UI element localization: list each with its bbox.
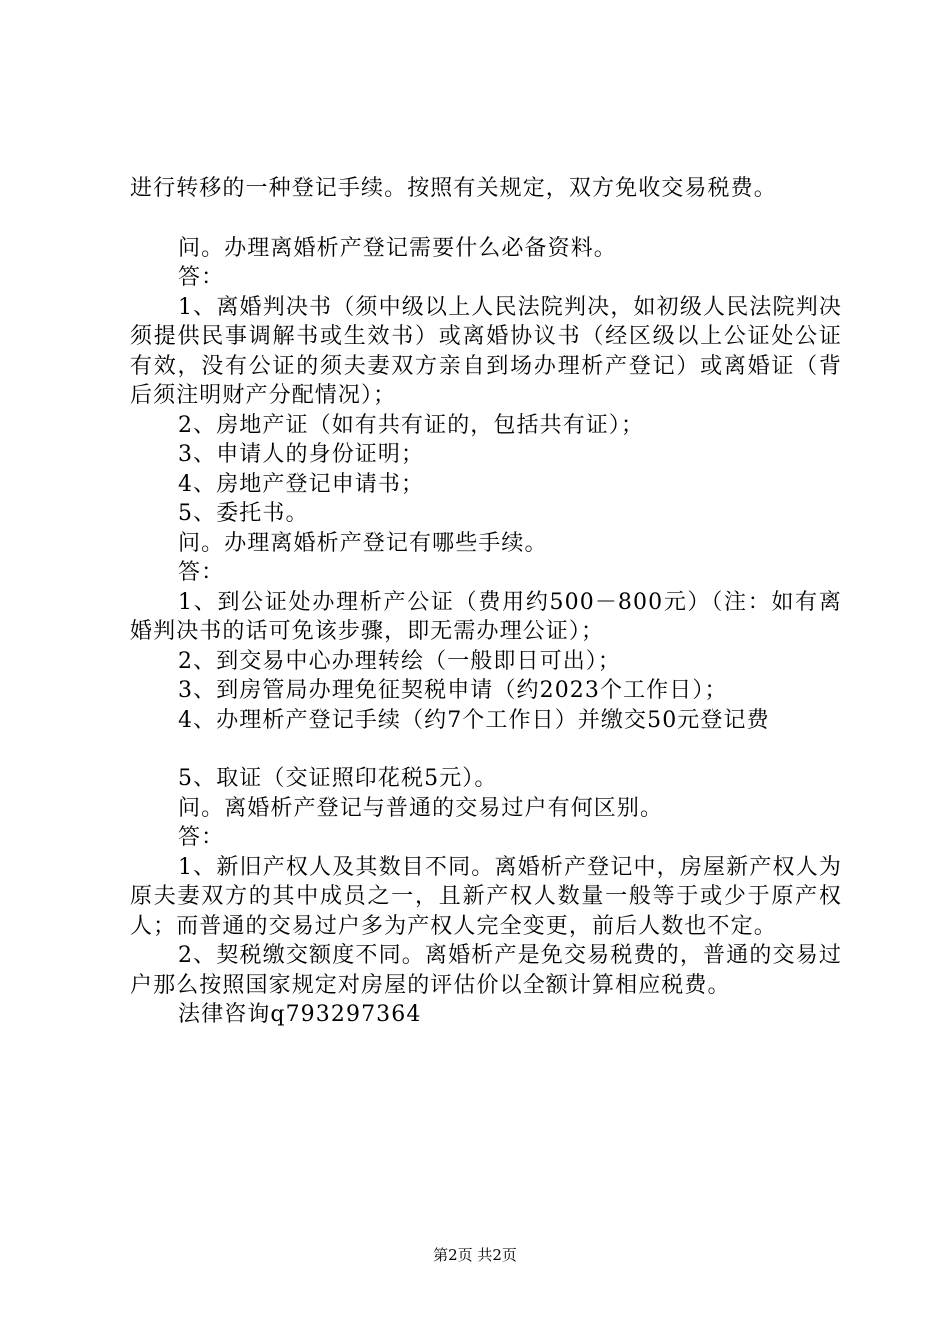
legal-consult-contact: 法律咨询q793297364 [178, 1002, 422, 1027]
answer-2-item-2: 2、到交易中心办理转绘（一般即日可出）； [178, 648, 621, 674]
answer-label-3: 答： [178, 825, 225, 850]
answer-2-item-4: 4、办理析产登记手续（约7个工作日）并缴交50元登记费 [178, 707, 770, 733]
paragraph-gap [130, 204, 842, 234]
answer-label-1: 答： [178, 265, 225, 290]
page-footer: 第2页 共2页 [433, 1246, 517, 1264]
answer-3-item-1: 1、新旧产权人及其数目不同。离婚析产登记中，房屋新产权人为原夫妻双方的其中成员之一，且新产权人数量一般等于或少于原产权人；而普通的交易过户多为产权人完全变更，前后人数也不定。 [130, 854, 842, 939]
document-body [130, 174, 842, 1030]
answer-2-item-3: 3、到房管局办理免征契税申请（约2023个工作日）； [178, 678, 728, 703]
answer-1-item-2: 2、房地产证（如有共有证的，包括共有证）； [178, 412, 645, 438]
answer-label-2: 答： [178, 560, 225, 585]
answer-2-item-5: 5、取证（交证照印花税5元）。 [178, 766, 498, 791]
answer-3-item-2: 2、契税缴交额度不同。离婚析产是免交易税费的，普通的交易过户那么按照国家规定对房屋的评估价以全额计算相应税费。 [130, 943, 842, 998]
question-2: 问。办理离婚析产登记有哪些手续。 [178, 530, 548, 556]
answer-1-item-4: 4、房地产登记申请书； [178, 471, 425, 497]
paragraph-gap [130, 735, 842, 764]
answer-1-item-5: 5、委托书。 [178, 501, 309, 526]
answer-1-item-1: 1、离婚判决书（须中级以上人民法院判决，如初级人民法院判决须提供民事调解书或生效书）或离婚协议书（经区级以上公证处公证有效，没有公证的须夫妻双方亲自到场办理析产登记）或离婚证（背后须注明财产分配情况）； [130, 294, 842, 408]
question-1: 问。办理离婚析产登记需要什么必备资料。 [178, 235, 617, 261]
question-3: 问。离婚析产登记与普通的交易过户有何区别。 [178, 795, 664, 821]
answer-2-item-1: 1、到公证处办理析产公证（费用约500－800元）（注：如有离婚判决书的话可免该步骤，即无需办理公证）； [130, 589, 842, 644]
paragraph-continuation: 进行转移的一种登记手续。按照有关规定，双方免收交易税费。 [130, 176, 777, 201]
answer-1-item-3: 3、申请人的身份证明； [178, 442, 425, 467]
